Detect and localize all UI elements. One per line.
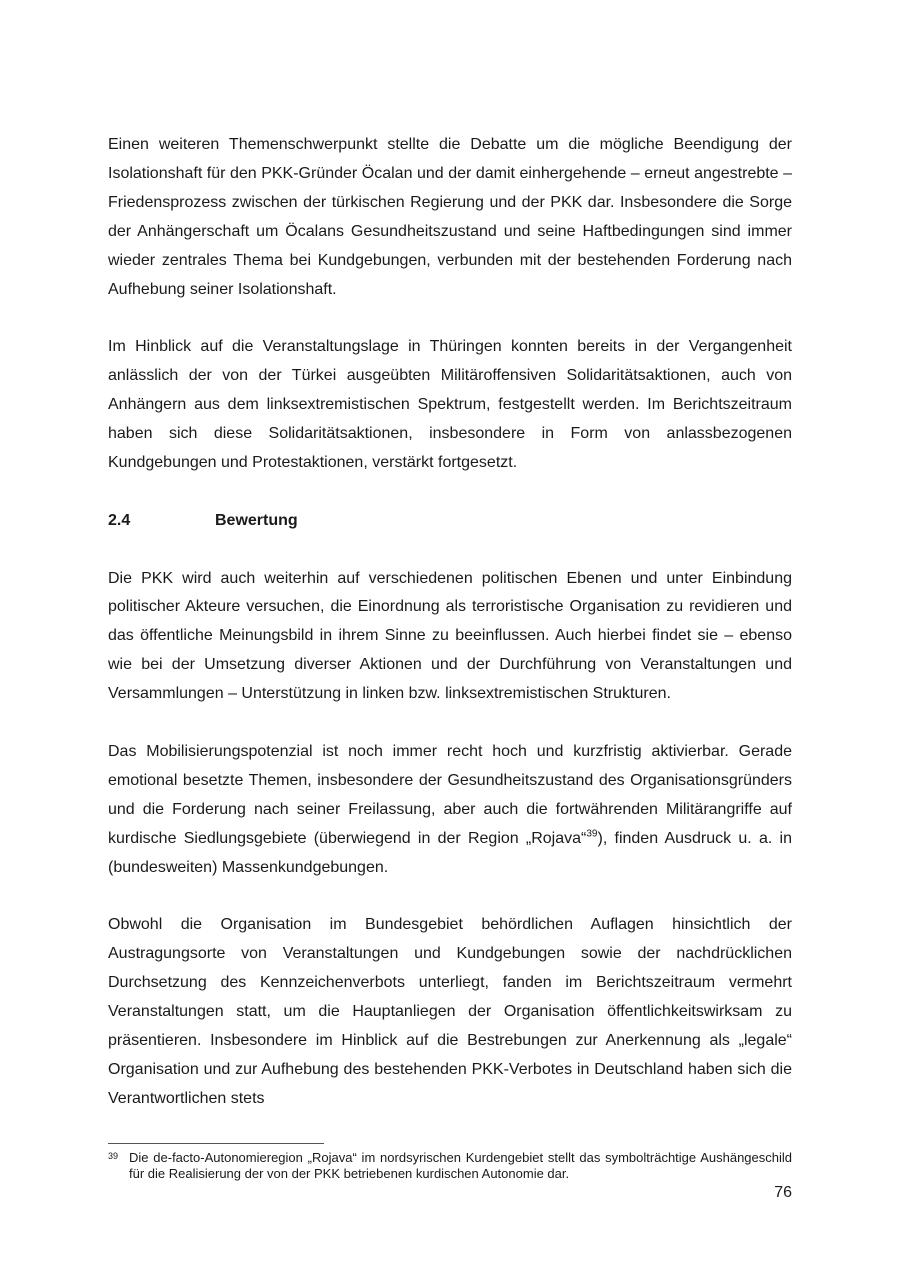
paragraph-2: Im Hinblick auf die Veranstaltungslage in Thüringen konnten bereits in der Vergangenheit anlässlich der von der Türkei ausgeübten Militäroffensiven Solidaritätsaktionen, auch von Anhängern aus dem linksextremistischen Spektrum, festgestellt werden. Im Berichtszeitraum haben sich diese Solidaritätsaktionen, insbesondere in Form von anlassbezogenen Kundgebungen und Protestaktionen, verstärkt fortgesetzt. [108,338,792,471]
footnote-separator [108,1143,324,1144]
paragraph-4-end: ), finden Ausdruck u. a. in (bundesweiten) Massenkundgebungen. [108,829,793,876]
footnote-reference[interactable]: 39 [586,828,598,840]
page-number: 76 [774,1184,792,1201]
section-number: 2.4 [108,511,131,529]
paragraph-1: Einen weiteren Themenschwerpunkt stellte die Debatte um die mögliche Beendigung der Isolationshaft für den PKK-Gründer Öcalan und der damit einhergehende – erneut angestrebte – Friedensprozess zwischen der türkischen Regierung und der PKK dar. Insbesondere die Sorge der Anhängerschaft um Öcalans Gesundheitszustand und seine Haftbedingungen sind immer wieder zentrales Thema bei Kundgebungen, verbunden mit der bestehenden Forderung nach Aufhebung seiner Isolationshaft. [108,136,792,298]
footnote-number: 39 [108,1151,119,1161]
section-heading [108,507,792,536]
paragraph-4-start: Das Mobilisierungspotenzial ist noch immer recht hoch und kurzfristig aktivierbar. Gerade emotional besetzte Themen, insbesondere der Gesundheitszustand des Organisationsgründers und die Forderung nach seiner Freilassung, aber auch die fortwährenden Militärangriffe auf kurdische Siedlungsgebiete (überwiegend in der Region „Rojava“ [108,742,792,847]
footnote-text: Die de-facto-Autonomieregion „Rojava“ im nordsyrischen Kurdengebiet stellt das symbolträchtige Aushängeschild für die Realisierung der von der PKK betriebenen kurdischen Autonomie dar. [129,1150,792,1181]
paragraph-4 [108,738,792,883]
section-title: Bewertung [215,511,298,529]
body-text [108,131,792,1143]
paragraph-3: Die PKK wird auch weiterhin auf verschiedenen politischen Ebenen und unter Einbindung politischer Akteure versuchen, die Einordnung als terroristische Organisation zu revidieren und das öffentliche Meinungsbild in ihrem Sinne zu beeinflussen. Auch hierbei findet sie – ebenso wie bei der Umsetzung diverser Aktionen und der Durchführung von Veranstaltungen und Versammlungen – Unterstützung in linken bzw. linksextremistischen Strukturen. [108,569,792,703]
footnote [108,1150,792,1182]
paragraph-5: Obwohl die Organisation im Bundesgebiet behördlichen Auflagen hinsichtlich der Austragungsorte von Veranstaltungen und Kundgebungen sowie der nachdrücklichen Durchsetzung des Kennzeichenverbots unterliegt, fanden im Berichtszeitraum vermehrt Veranstaltungen statt, um die Hauptanliegen der Organisation öffentlichkeitswirksam zu präsentieren. Insbesondere im Hinblick auf die Bestrebungen zur Anerkennung als „legale“ Organisation und zur Aufhebung des bestehenden PKK-Verbotes in Deutschland haben sich die Verantwortlichen stets [108,916,792,1107]
